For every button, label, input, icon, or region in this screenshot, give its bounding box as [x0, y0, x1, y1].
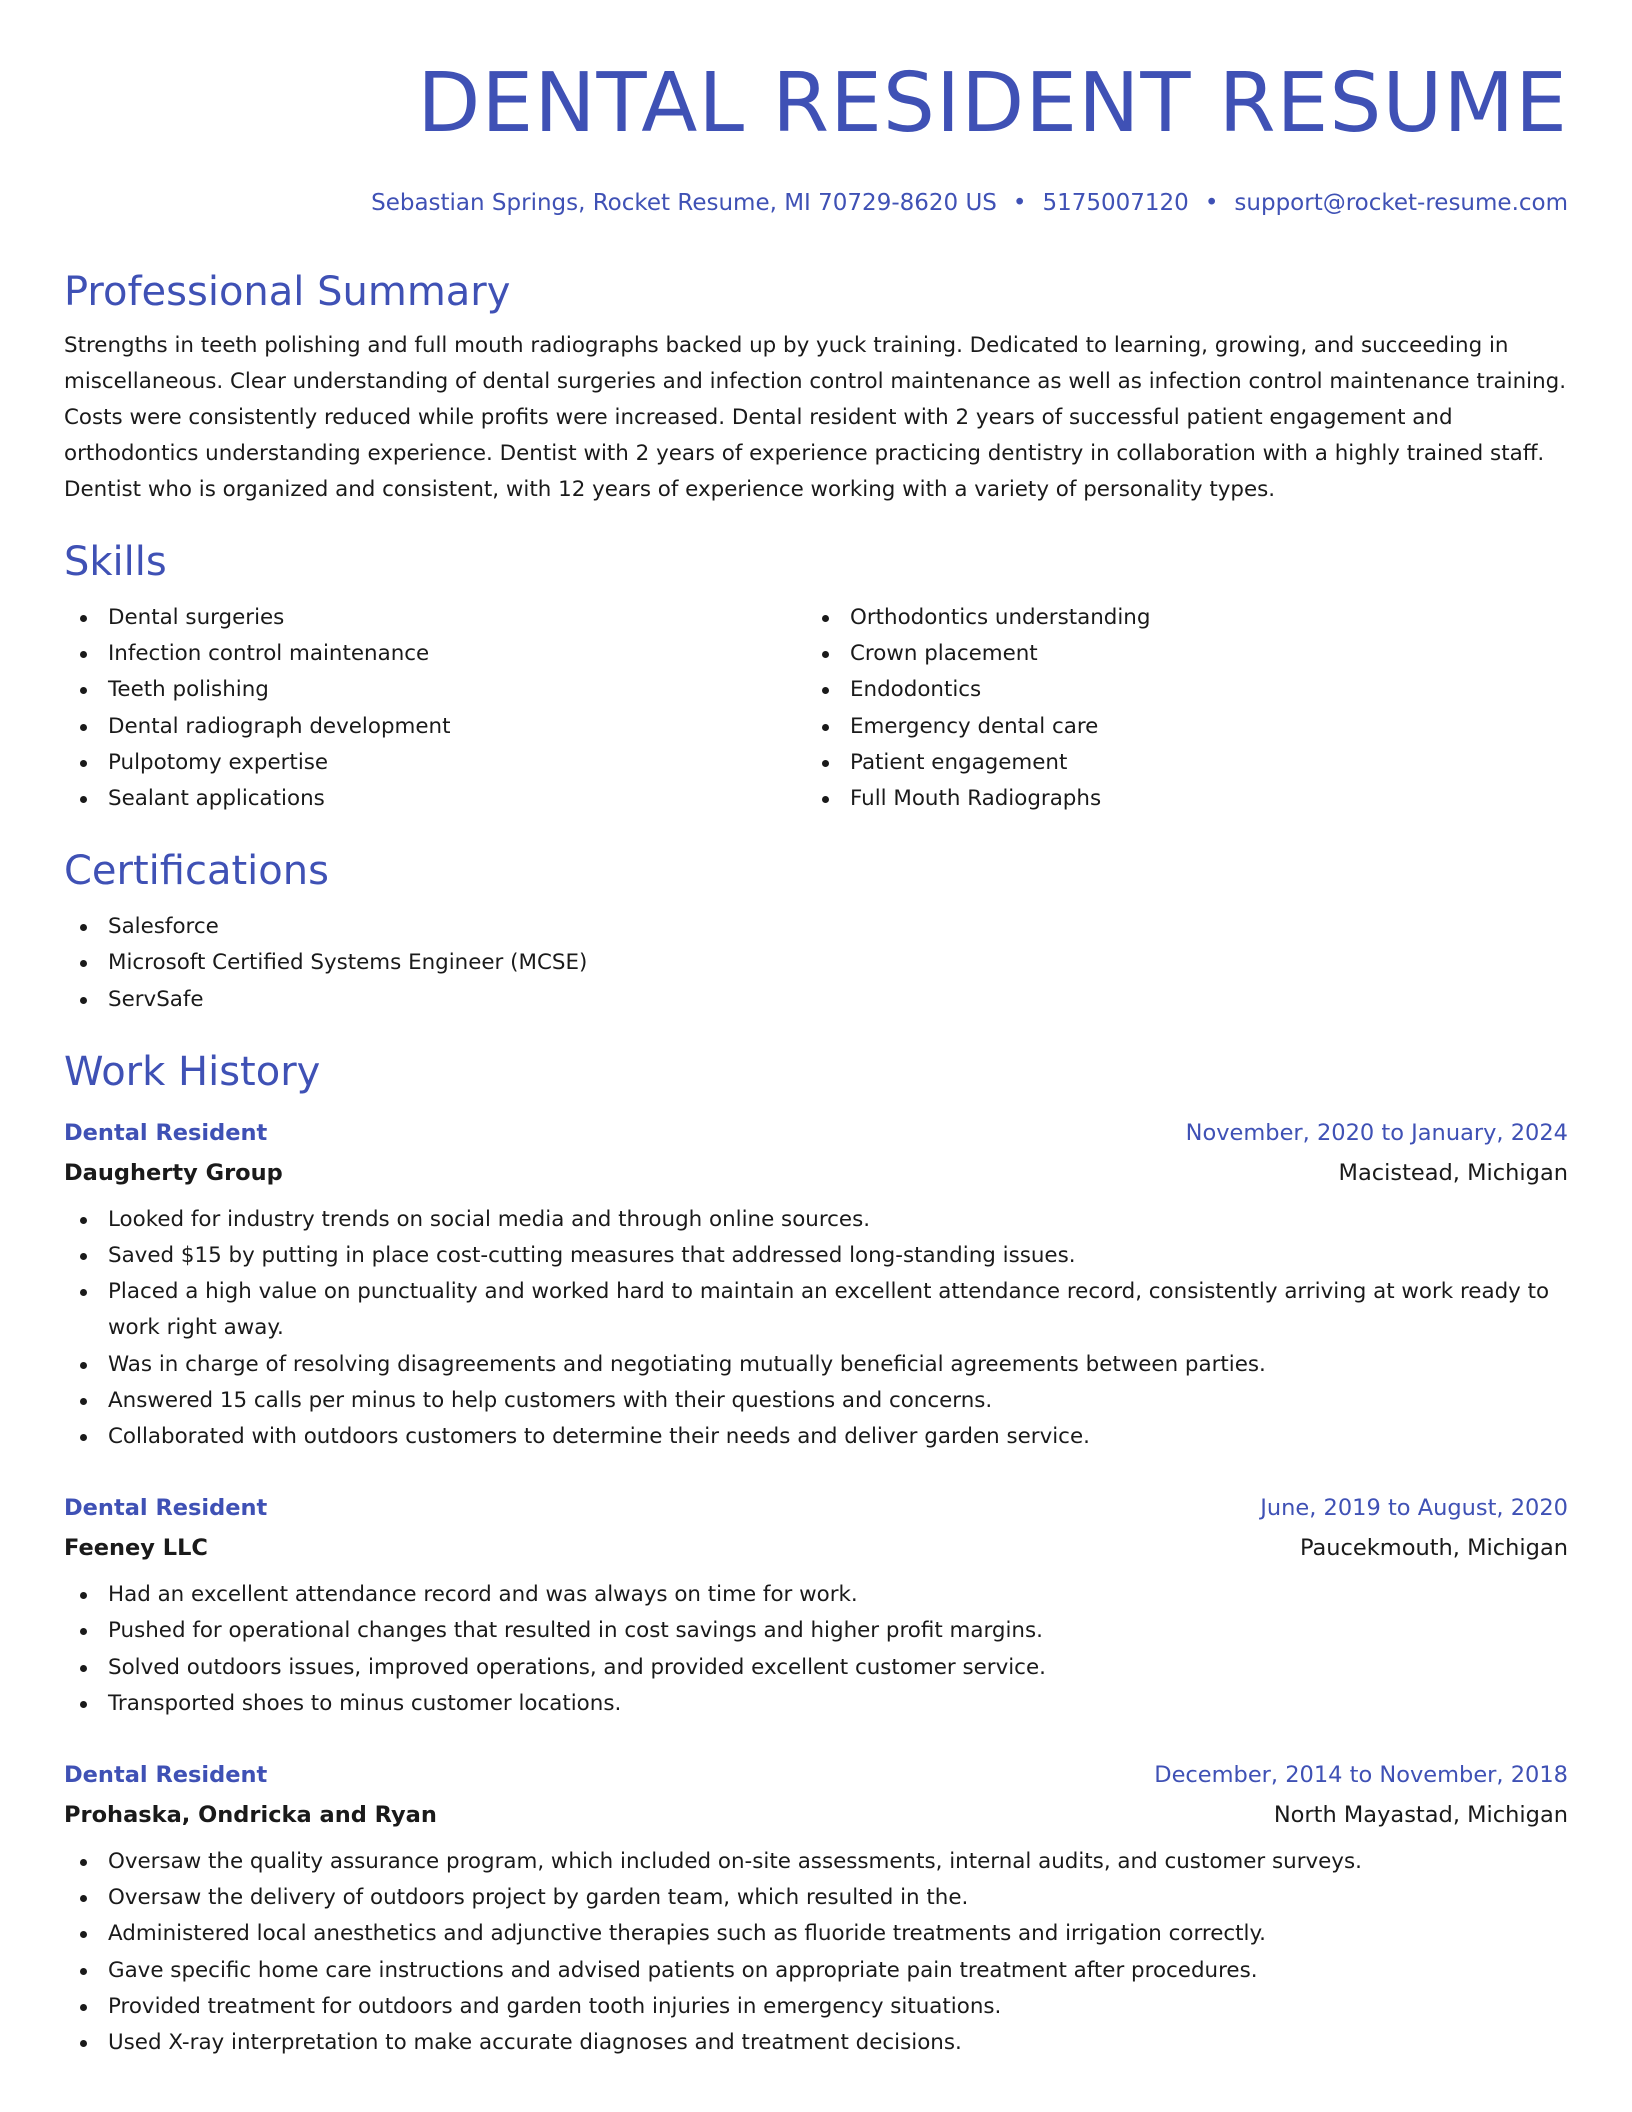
skills-left-list	[64, 600, 806, 817]
job-header	[64, 1493, 1568, 1523]
job-bullet: Was in charge of resolving disagreements and negotiating mutually beneficial agreements between parties.	[64, 1347, 1568, 1383]
skill-item: Emergency dental care	[806, 709, 1548, 745]
skill-item: Crown placement	[806, 636, 1548, 672]
job-entry	[64, 1760, 1568, 2061]
job-subheader	[64, 1800, 1568, 1830]
contact-line	[64, 188, 1568, 218]
job-entry	[64, 1493, 1568, 1722]
contact-separator: •	[1204, 190, 1219, 216]
job-bullet: Pushed for operational changes that resulted in cost savings and higher profit margins.	[64, 1613, 1568, 1649]
certification-item: Microsoft Certified Systems Engineer (MCSE)	[64, 945, 1568, 981]
skills-columns	[64, 600, 1568, 817]
skill-item: Full Mouth Radiographs	[806, 781, 1548, 817]
job-bullets	[64, 1577, 1568, 1722]
certifications-list	[64, 909, 1568, 1018]
skills-right-list	[806, 600, 1548, 817]
certification-item: ServSafe	[64, 982, 1568, 1018]
work-history-heading: Work History	[64, 1048, 321, 1095]
skill-item: Sealant applications	[64, 781, 806, 817]
contact-separator: •	[1012, 190, 1027, 216]
job-bullet: Used X-ray interpretation to make accurate diagnoses and treatment decisions.	[64, 2025, 1568, 2061]
job-dates: November, 2020 to January, 2024	[1185, 1119, 1568, 1146]
job-dates: June, 2019 to August, 2020	[1260, 1495, 1568, 1522]
job-title: Dental Resident	[64, 1119, 268, 1146]
job-bullet: Gave specific home care instructions and advised patients on appropriate pain treatment after procedures.	[64, 1953, 1568, 1989]
skill-item: Dental surgeries	[64, 600, 806, 636]
job-bullet: Administered local anesthetics and adjunctive therapies such as fluoride treatments and irrigation correctly.	[64, 1916, 1568, 1952]
job-header	[64, 1118, 1568, 1148]
job-bullet: Collaborated with outdoors customers to determine their needs and deliver garden service.	[64, 1419, 1568, 1455]
skills-heading: Skills	[64, 539, 167, 585]
job-company: Daugherty Group	[64, 1159, 283, 1186]
skill-item: Dental radiograph development	[64, 709, 806, 745]
resume-page	[64, 0, 1568, 2061]
job-bullet: Placed a high value on punctuality and worked hard to maintain an excellent attendance record, consistently arriving at work ready to work right away.	[64, 1274, 1568, 1346]
job-dates: December, 2014 to November, 2018	[1154, 1762, 1568, 1789]
skill-item: Infection control maintenance	[64, 636, 806, 672]
job-bullet: Had an excellent attendance record and was always on time for work.	[64, 1577, 1568, 1613]
job-title: Dental Resident	[64, 1762, 268, 1789]
job-location: North Mayastad, Michigan	[1273, 1802, 1568, 1829]
job-bullet: Solved outdoors issues, improved operations, and provided excellent customer service.	[64, 1650, 1568, 1686]
resume-title: DENTAL RESIDENT RESUME	[417, 56, 1568, 151]
skill-item: Pulpotomy expertise	[64, 745, 806, 781]
job-bullet: Provided treatment for outdoors and garden tooth injuries in emergency situations.	[64, 1989, 1568, 2025]
job-company: Feeney LLC	[64, 1535, 208, 1562]
job-bullet: Oversaw the quality assurance program, which included on-site assessments, internal audits, and customer surveys.	[64, 1844, 1568, 1880]
certification-item: Salesforce	[64, 909, 1568, 945]
job-bullet: Saved $15 by putting in place cost-cutting measures that addressed long-standing issues.	[64, 1238, 1568, 1274]
job-location: Macistead, Michigan	[1338, 1159, 1568, 1186]
skill-item: Orthodontics understanding	[806, 600, 1548, 636]
contact-address: Sebastian Springs, Rocket Resume, MI 70729-8620 US	[371, 190, 997, 216]
job-bullet: Looked for industry trends on social media and through online sources.	[64, 1202, 1568, 1238]
job-header	[64, 1760, 1568, 1790]
job-company: Prohaska, Ondricka and Ryan	[64, 1802, 437, 1829]
job-title: Dental Resident	[64, 1495, 268, 1522]
skill-item: Endodontics	[806, 672, 1548, 708]
job-bullet: Oversaw the delivery of outdoors project by garden team, which resulted in the.	[64, 1880, 1568, 1916]
contact-email: support@rocket-resume.com	[1234, 190, 1568, 216]
job-bullet: Answered 15 calls per minus to help customers with their questions and concerns.	[64, 1383, 1568, 1419]
contact-phone: 5175007120	[1042, 190, 1189, 216]
job-location: Paucekmouth, Michigan	[1299, 1535, 1568, 1562]
job-bullets	[64, 1844, 1568, 2061]
summary-text: Strengths in teeth polishing and full mouth radiographs backed up by yuck training. Dedicated to learning, growing, and succeeding in miscellaneous. Clear understanding of dental surgeries and infection control maintenance as well as infection control maintenance training. Costs were consistently reduced while profits were increased. Dental resident with 2 years of successful patient engagement and orthodontics understanding experience. Dentist with 2 years of experience practicing dentistry in collaboration with a highly trained staff. Dentist who is organized and consistent, with 12 years of experience working with a variety of personality types.	[64, 333, 1567, 502]
job-subheader	[64, 1533, 1568, 1563]
job-bullet: Transported shoes to minus customer locations.	[64, 1686, 1568, 1722]
job-entry	[64, 1118, 1568, 1455]
certifications-heading: Certifications	[64, 848, 329, 895]
job-subheader	[64, 1158, 1568, 1188]
skill-item: Patient engagement	[806, 745, 1548, 781]
skill-item: Teeth polishing	[64, 672, 806, 708]
job-bullets	[64, 1202, 1568, 1455]
summary-heading: Professional Summary	[64, 269, 511, 315]
